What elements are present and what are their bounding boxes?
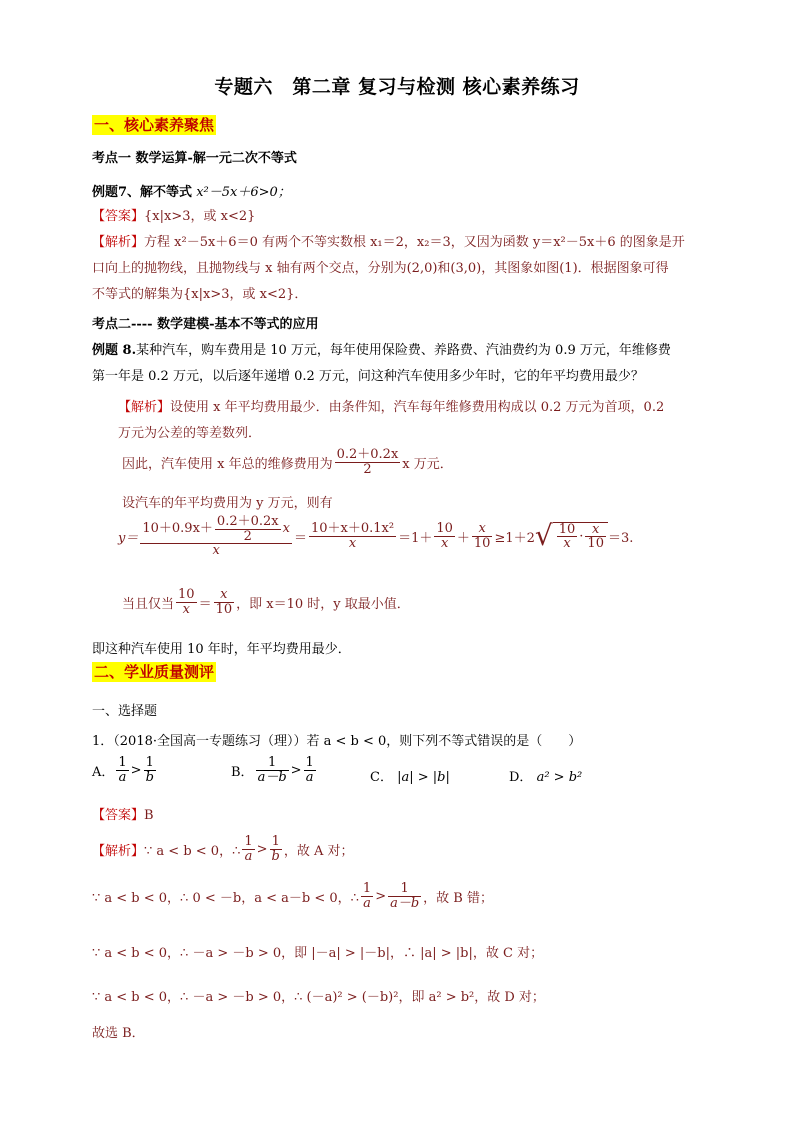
example-8-solution-line-4: 设汽车的年平均费用为 y 万元，则有: [122, 496, 333, 511]
example-7-answer: [92, 205, 255, 224]
example-7-solution-line-3: 不等式的解集为{x|x>3，或 x<2}．: [92, 287, 308, 302]
option-a: A． $\frac{1}{a}$ > $\frac{1}{b}$: [92, 755, 154, 785]
example-8-question-line-1: 例题 8.某种汽车，购车费用是 10 万元，每年使用保险费、养路费、汽油费约为 0.9 万元，年维修费: [92, 343, 671, 358]
question-1-answer: 【答案】B: [92, 808, 154, 823]
example-8-question-line-2: 第一年是 0.2 万元，以后逐年递增 0.2 万元，问这种汽车使用多少年时，它的年平均费用最少？: [92, 369, 644, 384]
example-7-answer-value: {x|x>3，或 x<2}: [144, 209, 256, 224]
question-1-stem: 1．（2018·全国高一专题练习（理））若 a < b < 0，则下列不等式错误的是（ ）: [92, 734, 582, 749]
example-8-solution-line-2: 万元为公差的等差数列．: [118, 426, 262, 441]
example-7-question: [92, 181, 291, 200]
example-8-solution-line-1: 【解析】设使用 x 年平均费用最少．由条件知，汽车每年维修费用构成以 0.2 万元为首项，0.2: [118, 400, 665, 415]
question-1-solution-line-4: ∵ a < b < 0，∴ －a > －b > 0，∴ (－a)² > (－b)²，即 a² > b²，故 D 对；: [92, 990, 545, 1005]
average-cost-equation: y＝ 10＋0.9x＋ $\frac{0.2+0.2x}{2}$ x x ＝ $\frac{\text{10＋x＋0.1x²}}{x}$ ＝1＋ $\frac{10}{x}$ ＋ $\frac{x}{10}$ ≥1＋2 √ $\frac{10}{x}$ · $\frac{x}{10}$ ＝3.: [118, 514, 634, 559]
kaodian-1-heading: 考点一 数学运算-解一元二次不等式: [92, 151, 297, 166]
example-7-label: 例题7、解不等式: [92, 185, 193, 200]
sqrt-content: $\frac{10}{x}$ · $\frac{x}{10}$: [553, 522, 608, 551]
option-d: D． a² > b²: [509, 770, 583, 785]
jiexi-tag: 【解析】: [118, 400, 171, 415]
section-heading-core-focus: 一、核心素养聚焦: [94, 116, 215, 134]
example-8-solution-line-3: 因此，汽车使用 x 年总的维修费用为 $\frac{0.2+0.2x}{2}$ x 万元．: [122, 447, 453, 477]
question-1-solution-line-5: 故选 B．: [92, 1026, 145, 1041]
example-7-solution-line-2: 口向上的抛物线，且抛物线与 x 轴有两个交点，分别为(2,0)和(3,0)，其图象如图(1)．根据图象可得: [92, 261, 669, 276]
jiexi-tag: 【解析】: [92, 843, 145, 859]
section-heading-quality-test: 二、学业质量测评: [94, 663, 215, 681]
example-7-expression: x²－5x＋6>0；: [196, 185, 291, 200]
example-8-label: 例题 8.: [92, 343, 137, 358]
answer-tag: 【答案】: [92, 209, 145, 224]
example-8-conclusion: 即这种汽车使用 10 年时，年平均费用最少．: [92, 642, 351, 657]
example-7-solution-line-1: 【解析】方程 x²－5x＋6＝0 有两个不等实数根 x₁＝2，x₂＝3，又因为函数 y＝x²－5x＋6 的图象是开: [92, 235, 685, 250]
option-b: B． $\frac{1}{a-b}$ > $\frac{1}{a}$: [231, 755, 314, 785]
equation-fraction-1: 10＋0.9x＋ $\frac{0.2+0.2x}{2}$ x x: [142, 514, 290, 559]
jiexi-tag: 【解析】: [92, 235, 145, 250]
question-1-solution-line-1: 【解析】 ∵ a < b < 0，∴ $\frac{1}{a}$ > $\frac{1}{b}$ ，故 A 对；: [92, 834, 354, 864]
equality-condition: 当且仅当 $\frac{10}{x}$ ＝ $\frac{x}{10}$ ，即 x＝10 时，y 取最小值．: [122, 587, 410, 617]
page-title: 专题六 第二章 复习与检测 核心素养练习: [214, 76, 580, 98]
equation-fraction-2: $\frac{\text{10＋x＋0.1x²}}{x}$: [310, 521, 395, 551]
option-c: C． |a| > |b|: [370, 770, 450, 785]
maintenance-fraction: $\frac{0.2+0.2x}{2}$: [336, 447, 399, 477]
kaodian-2-heading: 考点二---- 数学建模-基本不等式的应用: [92, 317, 319, 332]
question-1-solution-line-2: ∵ a < b < 0，∴ 0 < －b，a < a－b < 0，∴ $\frac{1}{a}$ > $\frac{1}{a-b}$ ，故 B 错；: [92, 881, 493, 911]
choice-section-header: 一、选择题: [92, 704, 158, 719]
question-1-solution-line-3: ∵ a < b < 0，∴ －a > －b > 0，即 |－a| > |－b|，∴ |a| > |b|，故 C 对；: [92, 946, 544, 961]
answer-tag: 【答案】: [92, 808, 145, 823]
radical-sign: √: [534, 519, 553, 553]
